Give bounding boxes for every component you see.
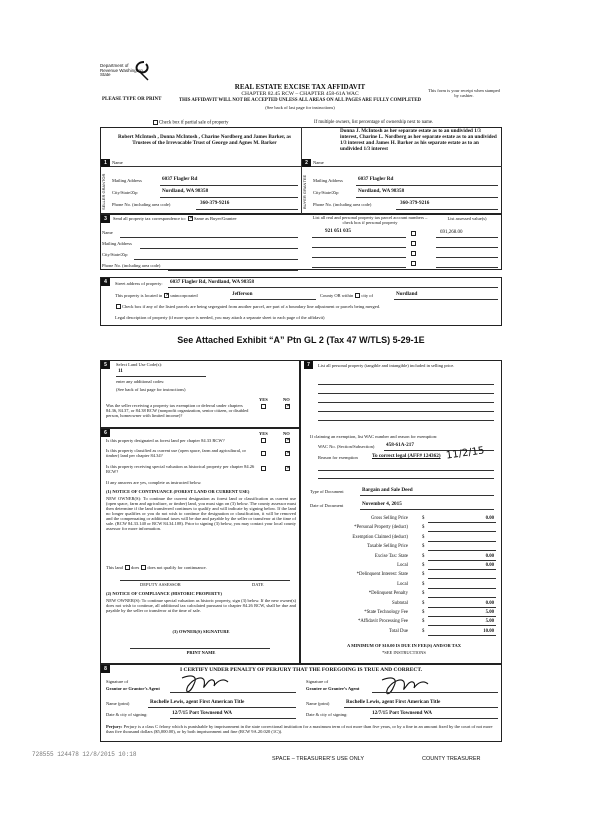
- money-row-label: *Affidavit Processing Fee: [357, 619, 408, 625]
- personal-property-line: [318, 393, 494, 394]
- section-1-number: 1: [101, 159, 110, 167]
- s5-yes-checkbox[interactable]: [261, 404, 266, 409]
- money-row-label: *State Technology Fee: [364, 610, 408, 615]
- print-name: PRINT NAME: [186, 650, 216, 655]
- q2-no-checkbox[interactable]: ✕: [286, 451, 291, 456]
- grantee-signature: [378, 674, 438, 698]
- personal-property-label: List all personal property (tangible and intangible) included in selling price.: [318, 363, 455, 368]
- segregated-checkbox[interactable]: [116, 304, 121, 309]
- q1-no-checkbox[interactable]: ✕: [286, 438, 291, 443]
- exemption-claim: If claiming an exemption, list WAC number and reason for exemption:: [310, 434, 438, 439]
- sig-right-label1: Signature of: [306, 679, 329, 684]
- buyer-name: Donna J. McIntosh as her separate estate as to an undivided 1/3 interest, Charine L. Nordberg as her separate estate as to an undivided 1/3 interest and James H. Barker as his separate estate as to an undivided 1/3 interest: [340, 128, 497, 152]
- money-row-label: *Personal Property (deduct): [354, 525, 408, 531]
- historical-q: Is this property receiving special valuation as historical property per chapter 84.26 RCW?: [106, 464, 255, 475]
- money-row-label: Taxable Selling Price: [367, 544, 408, 550]
- money-row: [304, 591, 500, 599]
- forest-land-q: Is this property designated as forest land per chapter 84.33 RCW?: [106, 438, 225, 443]
- money-row: [304, 544, 500, 552]
- money-row-label: Local: [397, 581, 408, 587]
- assessed-line: [436, 247, 498, 248]
- buyer-phone: 360-379-9216: [400, 200, 430, 206]
- current-use-q: Is this property classified as current use (open space, farm and agricultural, or timber) land per chapter 84.34?: [106, 448, 246, 459]
- sig-left-label1: Signature of: [106, 679, 129, 684]
- assessed-line: [436, 267, 498, 268]
- dollar-sign: $: [422, 553, 425, 559]
- money-row-value: 0.00: [428, 601, 496, 608]
- legal-description-note: Legal description of property (if more space is needed, you may attach a separate sheet to each page of the affidavit): [115, 315, 325, 320]
- doc-date-label: Date of Document: [310, 503, 344, 508]
- multiple-owners-note: If multiple owners, list percentage of ownership next to name.: [314, 120, 434, 125]
- dollar-sign: $: [422, 628, 425, 634]
- reason-label: Reason for exemption: [318, 455, 358, 460]
- wac-number: 458-61A-217: [386, 442, 414, 448]
- parcel-line: [312, 237, 406, 238]
- buyer-mailing-label: Mailing Address: [313, 178, 343, 183]
- assessed-value: 691,268.00: [440, 230, 463, 235]
- money-row-value: 10.00: [428, 629, 496, 636]
- county-name: Jefferson: [232, 291, 253, 297]
- money-row-label: Total Due: [389, 628, 408, 634]
- notice1-title: (1) NOTICE OF CONTINUANCE (FOREST LAND OR CURRENT USE): [106, 489, 250, 494]
- segregated-note: Check box if any of the listed parcels are being segregated from another parcel, are part of a boundary line adjustment or parcels being merged.: [115, 304, 500, 309]
- handwritten-date: 11/2/15: [445, 445, 486, 462]
- s5-yes: YES: [259, 397, 268, 402]
- seller-city: Nordland, WA 98358: [162, 188, 209, 194]
- q3-no-checkbox[interactable]: ✕: [286, 466, 291, 471]
- parcel-line: [312, 247, 406, 248]
- money-row: [304, 582, 500, 590]
- sig-left-label2: Grantor or Grantor’s Agent: [106, 686, 160, 691]
- county-or-within: County OR within city of: [320, 293, 374, 298]
- money-row-label: *Delinquent Penalty: [368, 591, 408, 597]
- certify-line: I CERTIFY UNDER PENALTY OF PERJURY THAT THE FOREGOING IS TRUE AND CORRECT.: [179, 667, 422, 673]
- doc-date: November 4, 2015: [362, 501, 402, 507]
- street-address: 6037 Flagler Rd, Nordland, WA 98358: [170, 279, 255, 285]
- q2-yes-checkbox[interactable]: [261, 451, 266, 456]
- personal-property-checkbox[interactable]: [411, 231, 416, 236]
- land-use-code: 11: [118, 368, 123, 374]
- dollar-sign: $: [422, 534, 425, 540]
- not-accepted-note: THIS AFFIDAVIT WILL NOT BE ACCEPTED UNLESS ALL AREAS ON ALL PAGES ARE FULLY COMPLETED: [178, 98, 422, 103]
- date-left-label: Date & city of signing:: [106, 712, 148, 717]
- money-row-label: Gross Selling Price: [370, 516, 408, 521]
- county-treasurer: COUNTY TREASURER: [422, 756, 481, 762]
- exemption-question: Was the seller receiving a property tax exemption or deferral under chapters 84.36, 84.37, or 84.38 RCW (nonprofit organization, senior citizen, or disabled person, homeowner with limited income)?: [106, 403, 249, 419]
- dollar-sign: $: [422, 591, 425, 597]
- wac-label: WAC No. (Section/Subsection): [318, 444, 375, 449]
- receipt-note: This form is your receipt when stamped by cashier.: [428, 88, 500, 99]
- parcel-number: 921 051 035: [325, 228, 351, 234]
- deputy-assessor: DEPUTY ASSESSOR: [140, 582, 181, 587]
- s3-city-label: City/State/Zip: [102, 252, 128, 257]
- q3-yes-checkbox[interactable]: [261, 466, 266, 471]
- money-row: [304, 601, 500, 609]
- s6-yes: YES: [259, 431, 268, 436]
- dollar-sign: $: [422, 600, 425, 606]
- dollar-sign: $: [422, 572, 425, 578]
- money-row: [304, 563, 500, 571]
- seller-name: Robert McIntosh , Donna McIntosh , Charine Nordberg and James Barker, as Trustees of the Irrevocable Trust of George and Agnes M. Barker: [117, 134, 291, 146]
- dollar-sign: $: [422, 610, 425, 615]
- partial-sale-checkbox[interactable]: [153, 120, 158, 125]
- s5-no: NO: [283, 397, 290, 402]
- money-row: [304, 610, 500, 618]
- money-row: [304, 572, 500, 580]
- this-land: This land does does not qualify for continuance.: [106, 565, 207, 570]
- doc-type: Bargain and Sale Deed: [362, 487, 413, 493]
- section-4-number: 4: [101, 278, 110, 286]
- form-chapter: CHAPTER 82.45 RCW – CHAPTER 458-61A WAC: [241, 91, 359, 97]
- seller-phone-label: Phone No. (including area code): [112, 202, 171, 207]
- parcel-header: List all real and personal property tax parcel account numbers – check box if personal property: [312, 215, 428, 226]
- section-5-number: 5: [101, 361, 110, 369]
- name-left: Rochelle Lewis, agent First American Title: [150, 699, 245, 705]
- name-right: Rochelle Lewis, agent First American Title: [346, 699, 441, 705]
- date-right-label: Date & city of signing:: [306, 712, 348, 717]
- send-correspondence: Send all property tax correspondence to: ✕Same as Buyer/Grantee: [113, 216, 237, 222]
- dollar-sign: $: [422, 581, 425, 587]
- buyer-mailing: 6037 Flagler Rd: [358, 176, 394, 182]
- money-row: [304, 554, 500, 562]
- personal-property-line: [318, 411, 494, 412]
- recording-stamp: 728555 124478 12/8/2015 10:18: [32, 751, 137, 758]
- seller-side-label: SELLER GRANTOR: [101, 173, 106, 211]
- additional-codes: enter any additional codes:: [116, 379, 165, 384]
- located-in: This property is located in ✕unincorporated: [115, 293, 198, 299]
- money-row: [304, 516, 500, 524]
- seller-mailing: 6037 Flagler Rd: [162, 176, 198, 182]
- seller-mailing-label: Mailing Address: [112, 178, 142, 183]
- q1-yes-checkbox[interactable]: [261, 438, 266, 443]
- unincorporated-checkbox[interactable]: ✕: [165, 293, 170, 299]
- s3-mailing-label: Mailing Address: [102, 241, 132, 246]
- money-row-value: [428, 525, 496, 532]
- money-row: [304, 629, 500, 637]
- seller-name-label: Name: [112, 160, 123, 165]
- s3-name-label: Name: [102, 230, 113, 235]
- date-right: 12/7/15 Port Townsend WA: [372, 710, 433, 716]
- money-row-value: [428, 535, 496, 542]
- s5-no-checkbox[interactable]: ✕: [286, 404, 291, 409]
- city-name: Nordland: [396, 291, 418, 297]
- name-right-label: Name (print): [306, 701, 330, 706]
- money-row-value: [428, 572, 496, 579]
- see-instructions: *SEE INSTRUCTIONS: [382, 650, 426, 655]
- section-7-number: 7: [304, 361, 313, 369]
- money-row-label: Local: [397, 563, 408, 568]
- money-row-value: [428, 582, 496, 589]
- minimum-due: A MINIMUM OF $10.00 IS DUE IN FEE(S) AND/OR TAX: [347, 643, 461, 648]
- buyer-city: Nordland, WA 98358: [358, 188, 405, 194]
- money-row-label: Excise Tax: State: [374, 553, 408, 559]
- sig-right-label2: Grantee or Grantee’s Agent: [306, 686, 360, 691]
- reason-value: To correct legal (AFF# 124362): [372, 453, 441, 459]
- perjury-note: Perjury: Perjury is a class C felony which is punishable by imprisonment in the state correctional institution for a maximum term of not more than five years, or by a fine in an amount fixed by the court of not more than five thousand dollars ($5,000.00), or by both imprisonment and fine (RCW 9A.20.020 (1C)).: [106, 724, 493, 735]
- personal-property-checkbox[interactable]: [411, 261, 416, 266]
- name-left-label: Name (print): [106, 701, 130, 706]
- dor-logo: [100, 60, 160, 82]
- buyer-city-label: City/State/Zip: [313, 190, 339, 195]
- money-row: [304, 535, 500, 543]
- notice2-title: (2) NOTICE OF COMPLIANCE (HISTORIC PROPERTY): [106, 591, 222, 596]
- money-row-value: 0.00: [428, 554, 496, 561]
- land-use-label: Select Land Use Code(s):: [116, 362, 163, 367]
- s3-phone-label: Phone No. (including area code): [102, 263, 161, 268]
- street-label: Street address of property:: [115, 281, 163, 286]
- section-3-box: [100, 214, 502, 270]
- buyer-name-label: Name: [313, 160, 324, 165]
- form-title: REAL ESTATE EXCISE TAX AFFIDAVIT: [234, 83, 366, 91]
- money-row-label: Exemption Claimed (deduct): [352, 534, 408, 540]
- personal-property-checkbox[interactable]: [411, 251, 416, 256]
- section-7-box: [300, 360, 502, 664]
- money-row-value: [428, 544, 496, 551]
- buyer-phone-label: Phone No. (including area code): [313, 202, 372, 207]
- city-checkbox[interactable]: [355, 293, 360, 298]
- dollar-sign: $: [422, 544, 425, 550]
- personal-property-checkbox[interactable]: [411, 241, 416, 246]
- see-back-note: (See back of last page for instructions): [265, 105, 335, 110]
- deputy-date: DATE: [252, 582, 264, 587]
- partial-sale: Check box if partial sale of property: [152, 120, 229, 126]
- does-not-checkbox[interactable]: [141, 565, 146, 570]
- dollar-sign: $: [422, 619, 425, 625]
- please-type: PLEASE TYPE OR PRINT: [102, 97, 162, 102]
- seller-city-label: City/State/Zip: [112, 190, 138, 195]
- same-as-buyer-checkbox[interactable]: ✕: [188, 216, 194, 222]
- does-checkbox[interactable]: [125, 565, 130, 570]
- parcel-line: [312, 267, 406, 268]
- if-yes-note: If any answers are yes, complete as instructed below.: [106, 480, 202, 485]
- assessed-header: List assessed value(s): [447, 216, 487, 221]
- section-6-number: 6: [101, 429, 110, 437]
- assessed-line: [436, 237, 498, 238]
- money-row-value: 5.00: [428, 619, 496, 626]
- date-left: 12/7/15 Port Townsend WA: [172, 710, 233, 716]
- s6-no: NO: [283, 431, 290, 436]
- buyer-side-label: BUYER GRANTEE: [302, 174, 307, 210]
- money-row: [304, 619, 500, 627]
- exhibit-line: See Attached Exhibit “A” Ptn GL 2 (Tax 47 W/TLS) 5-29-1E: [177, 335, 425, 345]
- money-row-label: Subtotal: [392, 600, 408, 606]
- personal-property-line: [318, 384, 494, 385]
- dollar-sign: $: [422, 525, 425, 531]
- personal-property-line: [318, 402, 494, 403]
- notice2-body: NEW OWNER(S): To continue special valuation as historic property, sign (3) below. If the new owner(s) does not wish to continue, all additional tax calculated pursuant to chapter 84.26 RCW, shall be due and payable by the seller or transferor at the time of sale.: [106, 598, 296, 614]
- treasurer-space: SPACE – TREASURER’S USE ONLY: [272, 756, 364, 762]
- s5-see-back: (See back of last page for instructions): [116, 387, 186, 392]
- money-row-label: *Delinquent Interest: State: [356, 572, 408, 578]
- money-row-value: 0.00: [428, 516, 496, 523]
- money-row: [304, 525, 500, 533]
- section-2-number: 2: [302, 159, 311, 167]
- parcel-line: [312, 257, 406, 258]
- notice1-body: NEW OWNER(S): To continue the current designation as forest land or classification as current use (open space, farm and agriculture, or timber) land, you must sign on (3) below. The county assessor must then determine if the land transferred continues to qualify and will indicate by signing below. If the land no longer qualifies or you do not wish to continue the designation or classification, it will be removed and the compensating or additional taxes will be due and payable by the seller or transferor at the time of sale. (RCW 84.33.140 or RCW 84.34.108). Prior to signing (3) below, you may contact your local county assessor for more information.: [106, 496, 296, 532]
- doc-type-label: Type of Document: [310, 489, 344, 494]
- dollar-sign: $: [422, 516, 425, 521]
- section-8-number: 8: [101, 665, 110, 673]
- owner-signature: (3) OWNER(S) SIGNATURE: [172, 629, 230, 634]
- money-row-value: 0.00: [428, 563, 496, 570]
- money-row-value: 5.00: [428, 610, 496, 617]
- section-3-number: 3: [101, 215, 110, 223]
- money-row-value: [428, 591, 496, 598]
- seller-phone: 360-379-9216: [200, 200, 230, 206]
- assessed-line: [436, 257, 498, 258]
- dollar-sign: $: [422, 563, 425, 568]
- logo-text: Department of Revenue Washington State: [100, 63, 143, 77]
- personal-property-line: [318, 420, 494, 421]
